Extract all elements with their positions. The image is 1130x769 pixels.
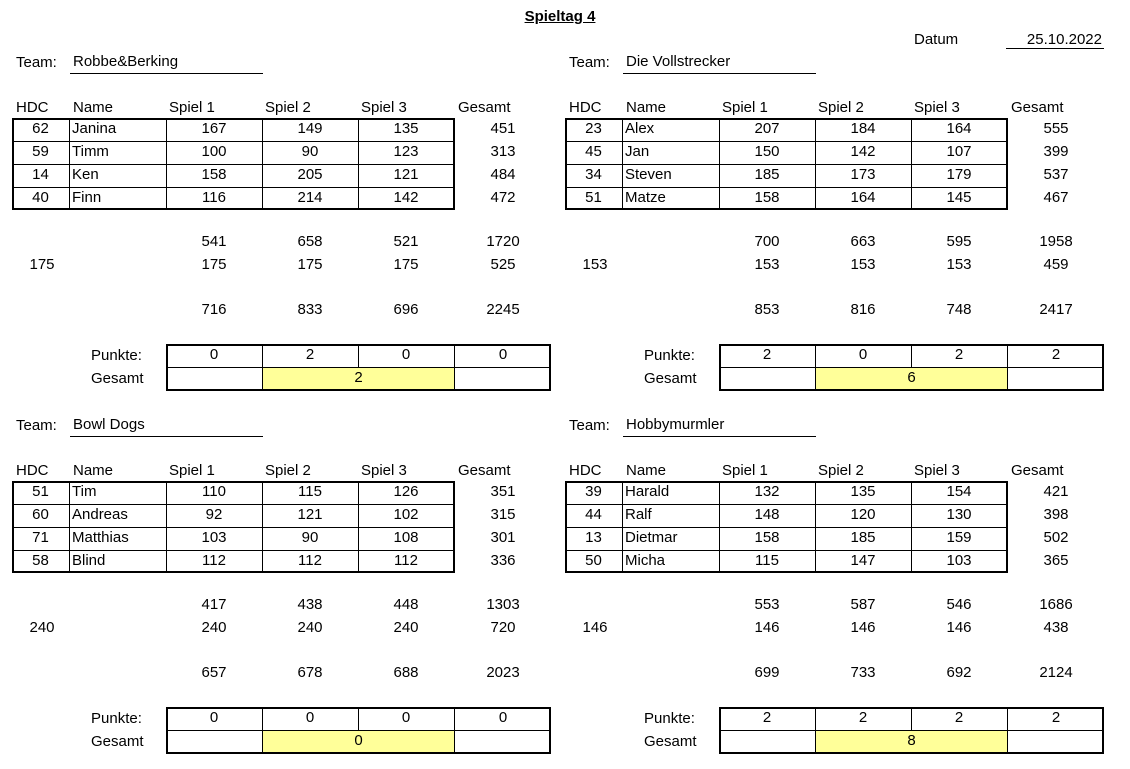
player-hdc: 51: [32, 483, 49, 500]
header-gesamt: Gesamt: [1011, 99, 1064, 116]
header-spiel-1: Spiel 1: [169, 462, 215, 479]
handicap-value: 459: [1043, 256, 1069, 273]
header-name: Name: [73, 462, 114, 479]
player-hdc: 39: [585, 483, 602, 500]
player-game-3: 123: [393, 143, 419, 160]
player-game-1: 150: [754, 143, 780, 160]
player-hdc: 13: [585, 529, 602, 546]
player-game-3: 102: [393, 506, 419, 523]
header-name: Name: [73, 99, 114, 116]
grand-total-value: 716: [201, 301, 227, 318]
sum-value: 553: [754, 596, 780, 613]
sum-value: 658: [297, 233, 323, 250]
points-total-label: Gesamt: [644, 733, 697, 750]
points-total-label: Gesamt: [91, 370, 144, 387]
player-name: Steven: [625, 166, 672, 183]
points-value: 2: [1051, 709, 1061, 726]
points-value: 2: [954, 346, 964, 363]
player-game-2: 147: [850, 552, 876, 569]
player-hdc: 45: [585, 143, 602, 160]
header-spiel-1: Spiel 1: [169, 99, 215, 116]
header-hdc: HDC: [16, 462, 49, 479]
player-game-1: 132: [754, 483, 780, 500]
player-total: 351: [490, 483, 516, 500]
player-total: 451: [490, 120, 516, 137]
header-gesamt: Gesamt: [1011, 462, 1064, 479]
player-game-1: 100: [201, 143, 227, 160]
player-hdc: 44: [585, 506, 602, 523]
player-game-2: 135: [850, 483, 876, 500]
player-hdc: 62: [32, 120, 49, 137]
player-game-3: 154: [946, 483, 972, 500]
handicap-value: 153: [946, 256, 972, 273]
player-hdc: 71: [32, 529, 49, 546]
player-game-2: 115: [298, 483, 322, 500]
points-value: 2: [305, 346, 315, 363]
handicap-value: 153: [850, 256, 876, 273]
player-game-3: 159: [946, 529, 972, 546]
player-game-2: 90: [301, 529, 319, 546]
player-hdc: 58: [32, 552, 49, 569]
points-value: 0: [305, 709, 315, 726]
player-name: Jan: [625, 143, 650, 160]
player-hdc: 50: [585, 552, 602, 569]
points-value: 2: [762, 709, 772, 726]
player-game-1: 158: [201, 166, 227, 183]
grand-total-value: 2245: [486, 301, 520, 318]
player-game-2: 173: [850, 166, 876, 183]
grand-total-value: 688: [393, 664, 419, 681]
player-game-3: 145: [946, 189, 972, 206]
player-total: 399: [1043, 143, 1069, 160]
header-hdc: HDC: [569, 99, 602, 116]
player-total: 502: [1043, 529, 1069, 546]
player-name: Ken: [72, 166, 99, 183]
player-game-3: 164: [946, 120, 972, 137]
player-name: Janina: [72, 120, 117, 137]
player-hdc: 40: [32, 189, 49, 206]
player-game-2: 149: [297, 120, 323, 137]
points-value: 0: [401, 709, 411, 726]
player-game-3: 108: [393, 529, 419, 546]
player-name: Tim: [72, 483, 97, 500]
sum-value: 521: [393, 233, 419, 250]
handicap-value: 720: [490, 619, 516, 636]
date-value: 25.10.2022: [1006, 31, 1104, 49]
header-spiel-2: Spiel 2: [818, 99, 864, 116]
header-gesamt: Gesamt: [458, 99, 511, 116]
points-total-label: Gesamt: [91, 733, 144, 750]
sum-value: 438: [297, 596, 323, 613]
handicap-value: 240: [297, 619, 323, 636]
sum-value: 1958: [1039, 233, 1073, 250]
player-game-1: 185: [754, 166, 780, 183]
sum-value: 663: [850, 233, 876, 250]
handicap-value: 175: [201, 256, 227, 273]
player-hdc: 59: [32, 143, 49, 160]
header-spiel-3: Spiel 3: [361, 462, 407, 479]
points-value: 0: [209, 346, 219, 363]
handicap-value: 240: [393, 619, 419, 636]
grand-total-value: 678: [297, 664, 323, 681]
points-total-value: 0: [354, 732, 363, 749]
points-value: 0: [401, 346, 411, 363]
handicap-value: 525: [490, 256, 516, 273]
header-spiel-3: Spiel 3: [361, 99, 407, 116]
player-name: Alex: [625, 120, 655, 137]
player-game-2: 90: [301, 143, 319, 160]
player-total: 365: [1043, 552, 1069, 569]
points-value: 2: [1051, 346, 1061, 363]
sum-value: 1303: [486, 596, 520, 613]
player-game-1: 148: [754, 506, 780, 523]
player-game-3: 142: [393, 189, 419, 206]
player-total: 315: [490, 506, 516, 523]
player-game-3: 107: [946, 143, 972, 160]
points-value: 0: [498, 346, 508, 363]
player-game-3: 103: [946, 552, 972, 569]
team-name: Hobbymurmler: [623, 416, 816, 437]
handicap-value: 438: [1043, 619, 1069, 636]
grand-total-value: 748: [946, 301, 972, 318]
player-game-3: 126: [393, 483, 419, 500]
page-title: Spieltag 4: [524, 8, 596, 25]
team-name: Bowl Dogs: [70, 416, 263, 437]
team-name: Robbe&Berking: [70, 53, 263, 74]
player-game-3: 130: [946, 506, 972, 523]
header-name: Name: [626, 462, 667, 479]
sum-value: 417: [201, 596, 227, 613]
player-name: Finn: [72, 189, 102, 206]
header-name: Name: [626, 99, 667, 116]
handicap-value: 146: [850, 619, 876, 636]
player-game-1: 158: [754, 529, 780, 546]
player-total: 484: [490, 166, 516, 183]
player-game-1: 103: [201, 529, 227, 546]
handicap-value: 146: [946, 619, 972, 636]
grand-total-value: 816: [850, 301, 876, 318]
player-game-1: 116: [202, 189, 226, 206]
header-spiel-1: Spiel 1: [722, 462, 768, 479]
points-label: Punkte:: [91, 347, 142, 364]
handicap-value: 240: [201, 619, 227, 636]
points-value: 0: [209, 709, 219, 726]
player-game-3: 112: [394, 552, 418, 569]
player-total: 537: [1043, 166, 1069, 183]
player-game-1: 115: [755, 552, 779, 569]
grand-total-value: 2417: [1039, 301, 1073, 318]
player-total: 467: [1043, 189, 1069, 206]
points-label: Punkte:: [91, 710, 142, 727]
date-label: Datum: [914, 31, 959, 48]
header-hdc: HDC: [16, 99, 49, 116]
sum-value: 700: [754, 233, 780, 250]
points-value: 0: [498, 709, 508, 726]
grand-total-value: 696: [393, 301, 419, 318]
player-hdc: 51: [585, 189, 602, 206]
sum-value: 546: [946, 596, 972, 613]
player-name: Dietmar: [625, 529, 678, 546]
grand-total-value: 657: [201, 664, 227, 681]
player-game-3: 135: [393, 120, 419, 137]
handicap-value: 175: [393, 256, 419, 273]
header-spiel-2: Spiel 2: [265, 462, 311, 479]
player-hdc: 60: [32, 506, 49, 523]
points-total-value: 2: [354, 369, 363, 386]
player-game-1: 112: [202, 552, 226, 569]
handicap-value: 153: [754, 256, 780, 273]
handicap-total: 146: [582, 619, 608, 636]
header-spiel-3: Spiel 3: [914, 99, 960, 116]
points-label: Punkte:: [644, 710, 695, 727]
grand-total-value: 2124: [1039, 664, 1073, 681]
player-hdc: 23: [585, 120, 602, 137]
player-name: Blind: [72, 552, 106, 569]
sum-value: 595: [946, 233, 972, 250]
points-total-value: 6: [907, 369, 916, 386]
handicap-value: 146: [754, 619, 780, 636]
grand-total-value: 692: [946, 664, 972, 681]
team-label: Team:: [16, 417, 57, 434]
points-value: 2: [762, 346, 772, 363]
grand-total-value: 699: [754, 664, 780, 681]
player-name: Andreas: [72, 506, 128, 523]
sum-value: 1720: [486, 233, 520, 250]
points-label: Punkte:: [644, 347, 695, 364]
grand-total-value: 853: [754, 301, 780, 318]
points-value: 2: [858, 709, 868, 726]
player-total: 313: [490, 143, 516, 160]
player-game-1: 110: [202, 483, 226, 500]
header-gesamt: Gesamt: [458, 462, 511, 479]
player-game-1: 167: [201, 120, 227, 137]
header-spiel-2: Spiel 2: [265, 99, 311, 116]
player-hdc: 14: [32, 166, 49, 183]
player-game-1: 92: [205, 506, 223, 523]
player-name: Micha: [625, 552, 666, 569]
player-total: 421: [1043, 483, 1069, 500]
player-total: 555: [1043, 120, 1069, 137]
points-value: 0: [858, 346, 868, 363]
player-game-2: 205: [297, 166, 323, 183]
player-total: 472: [490, 189, 516, 206]
player-total: 301: [490, 529, 516, 546]
handicap-total: 240: [29, 619, 55, 636]
player-game-3: 179: [946, 166, 972, 183]
sum-value: 1686: [1039, 596, 1073, 613]
player-game-2: 120: [850, 506, 876, 523]
team-name: Die Vollstrecker: [623, 53, 816, 74]
handicap-total: 153: [582, 256, 608, 273]
player-total: 336: [490, 552, 516, 569]
player-game-2: 214: [297, 189, 323, 206]
grand-total-value: 833: [297, 301, 323, 318]
player-game-3: 121: [393, 166, 419, 183]
player-name: Harald: [625, 483, 670, 500]
handicap-total: 175: [29, 256, 55, 273]
player-game-2: 121: [297, 506, 323, 523]
player-name: Matze: [625, 189, 666, 206]
player-name: Timm: [72, 143, 109, 160]
header-spiel-3: Spiel 3: [914, 462, 960, 479]
player-game-1: 158: [754, 189, 780, 206]
team-label: Team:: [16, 54, 57, 71]
points-total-label: Gesamt: [644, 370, 697, 387]
points-total-value: 8: [907, 732, 916, 749]
player-total: 398: [1043, 506, 1069, 523]
points-value: 2: [954, 709, 964, 726]
player-game-1: 207: [754, 120, 780, 137]
team-label: Team:: [569, 54, 610, 71]
header-spiel-1: Spiel 1: [722, 99, 768, 116]
player-game-2: 184: [850, 120, 876, 137]
player-game-2: 164: [850, 189, 876, 206]
header-hdc: HDC: [569, 462, 602, 479]
header-spiel-2: Spiel 2: [818, 462, 864, 479]
handicap-value: 175: [297, 256, 323, 273]
sum-value: 448: [393, 596, 419, 613]
grand-total-value: 733: [850, 664, 876, 681]
player-game-2: 112: [298, 552, 322, 569]
player-game-2: 185: [850, 529, 876, 546]
sum-value: 587: [850, 596, 876, 613]
sum-value: 541: [201, 233, 227, 250]
player-name: Ralf: [625, 506, 652, 523]
player-hdc: 34: [585, 166, 602, 183]
grand-total-value: 2023: [486, 664, 520, 681]
player-name: Matthias: [72, 529, 129, 546]
player-game-2: 142: [850, 143, 876, 160]
team-label: Team:: [569, 417, 610, 434]
